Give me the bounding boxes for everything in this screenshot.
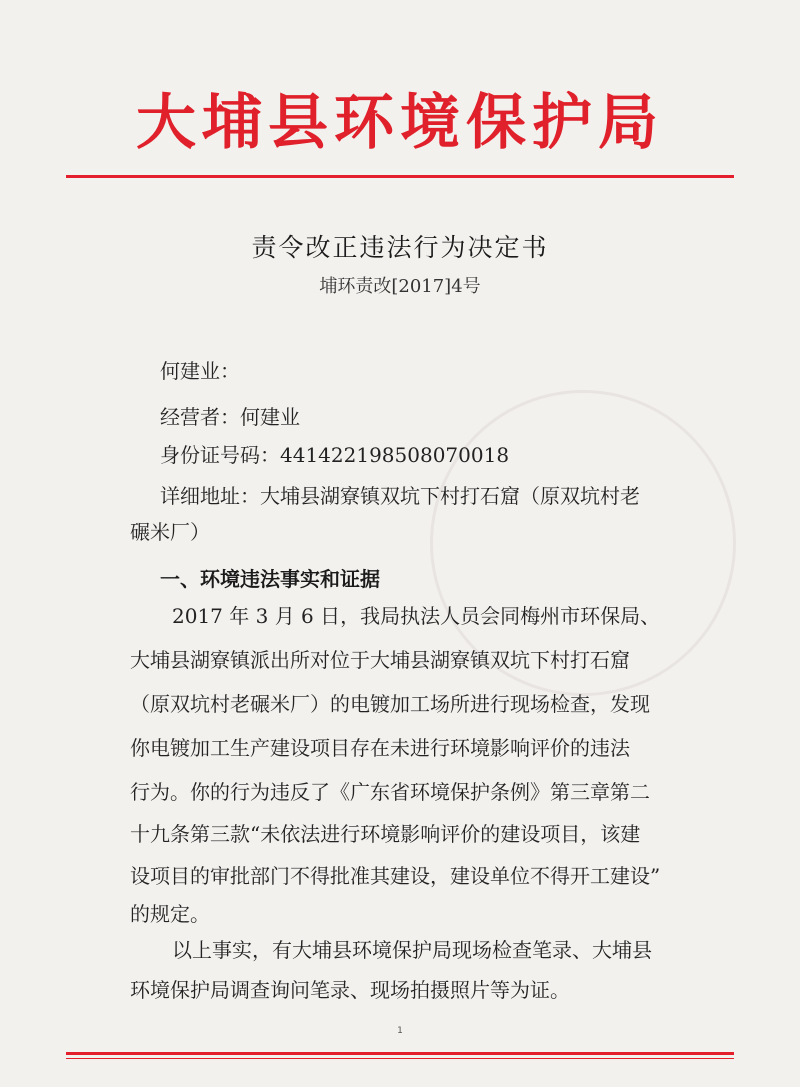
document-title: 责令改正违法行为决定书 xyxy=(251,233,549,262)
paragraph-line: 行为。你的行为违反了《广东省环境保护条例》第三章第二 xyxy=(130,780,650,804)
paragraph-line: 环境保护局调查询问笔录、现场拍摄照片等为证。 xyxy=(130,978,570,1002)
section-heading: 一、环境违法事实和证据 xyxy=(160,567,380,591)
recipient-line: 经营者：何建业 xyxy=(160,405,300,429)
recipient-line: 身份证号码：441422198508070018 xyxy=(160,443,510,467)
paragraph-line: 设项目的审批部门不得批准其建设，建设单位不得开工建设” xyxy=(130,864,661,888)
paragraph-line: 2017 年 3 月 6 日，我局执法人员会同梅州市环保局、 xyxy=(172,604,661,628)
paragraph-line: 以上事实，有大埔县环境保护局现场检查笔录、大埔县 xyxy=(172,938,652,962)
document-number: 埔环责改[2017]4号 xyxy=(319,276,481,297)
paragraph-line: （原双坑村老碾米厂）的电镀加工场所进行现场检查，发现 xyxy=(130,692,650,716)
paragraph-line: 的规定。 xyxy=(130,902,210,926)
agency-header: 大埔县环境保护局 xyxy=(136,88,664,158)
recipient-line: 详细地址：大埔县湖寮镇双坑下村打石窟（原双坑村老 xyxy=(160,484,640,508)
recipient-line: 何建业： xyxy=(160,359,240,383)
paragraph-line: 你电镀加工生产建设项目存在未进行环境影响评价的违法 xyxy=(130,736,630,760)
paragraph-line: 十九条第三款“未依法进行环境影响评价的建设项目，该建 xyxy=(130,822,641,846)
recipient-line: 碾米厂） xyxy=(130,520,210,544)
page-number: 1 xyxy=(397,1026,403,1036)
footer-red-thin-rule xyxy=(66,1058,734,1059)
paragraph-line: 大埔县湖寮镇派出所对位于大埔县湖寮镇双坑下村打石窟 xyxy=(130,648,630,672)
header-red-rule xyxy=(66,175,734,178)
footer-red-rule xyxy=(66,1052,734,1055)
